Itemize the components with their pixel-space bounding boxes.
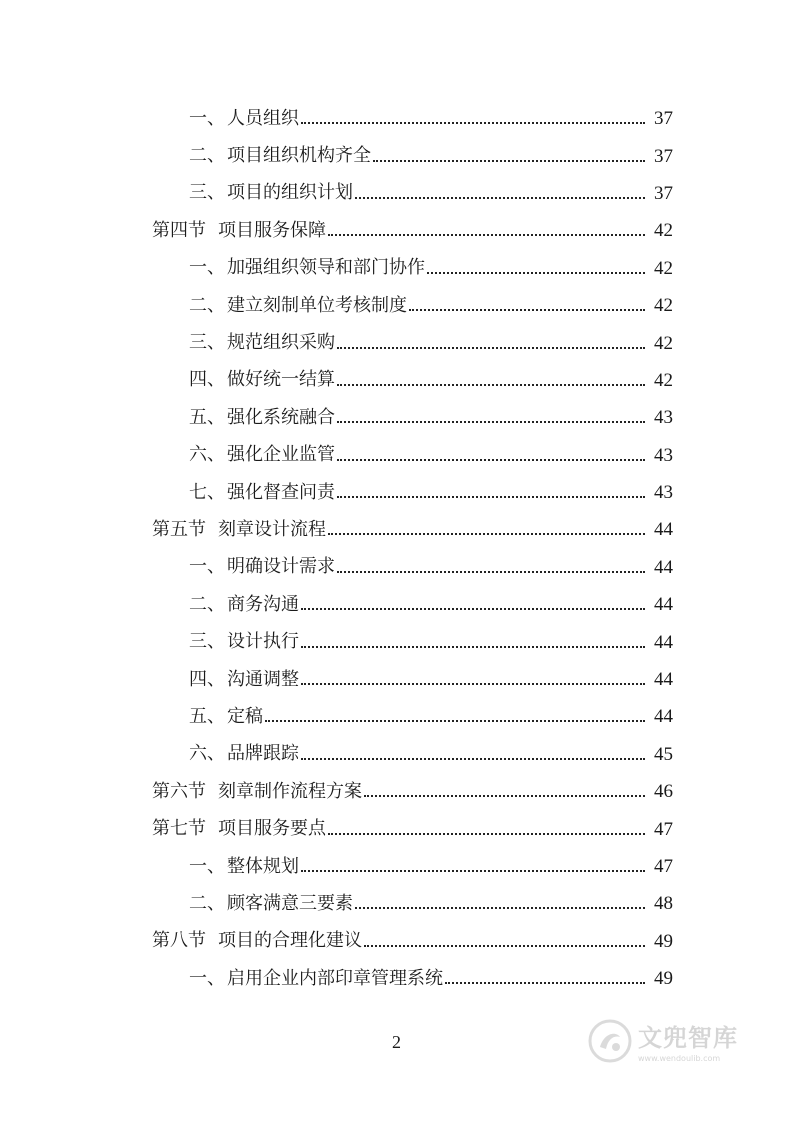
- toc-entry-prefix: 一、: [189, 855, 225, 877]
- toc-entry-label: [189, 334, 335, 352]
- toc-entry[interactable]: [0, 698, 793, 735]
- toc-entry-prefix: 一、: [189, 556, 225, 578]
- toc-entry-prefix: 二、: [189, 892, 225, 914]
- toc-entry-label: [189, 705, 263, 727]
- toc-entry[interactable]: [0, 810, 793, 847]
- toc-entry-prefix: 七、: [189, 481, 225, 503]
- toc-entry-title: 启用企业内部印章管理系统: [227, 967, 443, 989]
- toc-dot-leader: [355, 906, 645, 909]
- toc-entry-label: [189, 294, 407, 316]
- toc-entry-page: 42: [654, 220, 673, 242]
- toc-entry-label: [189, 481, 335, 503]
- toc-entry-prefix: 五、: [189, 705, 225, 727]
- toc-entry[interactable]: [0, 399, 793, 436]
- toc-entry-prefix: 一、: [189, 967, 225, 989]
- toc-dot-leader: [301, 121, 645, 124]
- toc-entry-label: [189, 593, 299, 615]
- toc-entry-page: 37: [654, 182, 673, 204]
- toc-dot-leader: [301, 682, 645, 685]
- toc-entry-page: 45: [654, 743, 673, 765]
- toc-entry[interactable]: [0, 137, 793, 174]
- toc-dot-leader: [373, 159, 645, 162]
- toc-entry[interactable]: [0, 923, 793, 960]
- wendou-logo-icon: [588, 1019, 632, 1063]
- toc-dot-leader: [301, 757, 645, 760]
- toc-entry-title: 明确设计需求: [227, 556, 335, 578]
- toc-dot-leader: [409, 308, 645, 311]
- toc-entry-label: [189, 892, 353, 914]
- toc-entry-prefix: 五、: [189, 406, 225, 428]
- toc-entry-prefix: 二、: [189, 294, 225, 316]
- toc-entry-title: 项目组织机构齐全: [227, 145, 371, 167]
- toc-entry-title: 做好统一结算: [227, 369, 335, 391]
- toc-entry[interactable]: [0, 437, 793, 474]
- toc-entry[interactable]: [0, 362, 793, 399]
- toc-entry[interactable]: [0, 287, 793, 324]
- toc-dot-leader: [337, 495, 645, 498]
- toc-entry-page: 42: [654, 332, 673, 354]
- toc-entry-page: 46: [654, 781, 673, 803]
- toc-entry[interactable]: [0, 175, 793, 212]
- toc-entry-page: 44: [654, 669, 673, 691]
- toc-entry-title: 项目服务要点: [218, 818, 326, 840]
- toc-entry-label: [189, 745, 299, 763]
- toc-entry-label: [152, 780, 362, 802]
- toc-entry-title: 整体规划: [227, 855, 299, 877]
- toc-entry-page: 48: [654, 893, 673, 915]
- toc-entry-prefix: 三、: [189, 182, 225, 204]
- toc-entry-page: 44: [654, 631, 673, 653]
- toc-entry-page: 49: [654, 930, 673, 952]
- toc-dot-leader: [445, 981, 645, 984]
- toc-entry-prefix: 第五节: [152, 518, 206, 540]
- toc-entry-page: 47: [654, 818, 673, 840]
- toc-entry[interactable]: [0, 960, 793, 997]
- toc-entry-title: 顾客满意三要素: [227, 892, 353, 914]
- toc-entry[interactable]: [0, 474, 793, 511]
- toc-dot-leader: [301, 645, 645, 648]
- toc-entry-page: 43: [654, 482, 673, 504]
- toc-entry-label: [152, 219, 326, 241]
- toc-dot-leader: [328, 832, 645, 835]
- toc-entry-prefix: 第八节: [152, 930, 206, 952]
- toc-entry[interactable]: [0, 623, 793, 660]
- toc-entry-page: 43: [654, 444, 673, 466]
- toc-entry[interactable]: [0, 100, 793, 137]
- toc-entry-title: 强化企业监管: [227, 444, 335, 466]
- toc-entry-page: 42: [654, 369, 673, 391]
- toc-entry[interactable]: [0, 250, 793, 287]
- page-number: 2: [392, 1032, 401, 1052]
- toc-entry-page: 44: [654, 594, 673, 616]
- toc-entry-title: 品牌跟踪: [227, 743, 299, 765]
- toc-entry-page: 49: [654, 968, 673, 990]
- toc-entry-label: [152, 518, 326, 540]
- toc-entry-label: [189, 668, 299, 690]
- toc-entry-title: 规范组织采购: [227, 332, 335, 354]
- toc-entry-prefix: 一、: [189, 107, 225, 129]
- toc-entry-page: 44: [654, 556, 673, 578]
- toc-entry-page: 47: [654, 856, 673, 877]
- toc-entry-title: 强化督查问责: [227, 481, 335, 503]
- toc-entry-page: 42: [654, 257, 673, 279]
- toc-entry-page: 44: [654, 519, 673, 541]
- toc-entry-prefix: 第七节: [152, 818, 206, 840]
- toc-entry[interactable]: [0, 586, 793, 623]
- toc-entry-title: 沟通调整: [227, 668, 299, 690]
- toc-entry[interactable]: [0, 212, 793, 249]
- toc-entry-prefix: 四、: [189, 369, 225, 391]
- toc-entry-prefix: 二、: [189, 145, 225, 167]
- toc-entry[interactable]: [0, 773, 793, 810]
- toc-entry-title: 定稿: [227, 705, 263, 727]
- watermark: [588, 1018, 738, 1063]
- toc-dot-leader: [265, 719, 645, 722]
- toc-dot-leader: [328, 233, 645, 236]
- toc-entry-prefix: 二、: [189, 593, 225, 615]
- toc-entry-title: 商务沟通: [227, 593, 299, 615]
- toc-entry-title: 项目的组织计划: [227, 182, 353, 204]
- toc-entry[interactable]: [0, 549, 793, 586]
- toc-entry-title: 人员组织: [227, 107, 299, 129]
- toc-entry-title: 项目的合理化建议: [218, 930, 362, 952]
- toc-entry-prefix: 第四节: [152, 219, 206, 241]
- watermark-title: 文兜智库: [638, 1024, 738, 1052]
- toc-entry-title: 建立刻制单位考核制度: [227, 294, 407, 316]
- toc-entry-label: [189, 406, 335, 428]
- toc-entry-title: 强化系统融合: [227, 406, 335, 428]
- toc-entry-page: 43: [654, 407, 673, 429]
- toc-dot-leader: [355, 196, 645, 199]
- toc-entry[interactable]: [0, 324, 793, 361]
- table-of-contents: [0, 100, 793, 997]
- toc-entry-prefix: 第六节: [152, 780, 206, 802]
- toc-entry-title: 刻章设计流程: [218, 518, 326, 540]
- toc-entry-prefix: 四、: [189, 668, 225, 690]
- toc-dot-leader: [337, 420, 645, 423]
- toc-dot-leader: [427, 271, 645, 274]
- toc-entry-prefix: 三、: [189, 631, 225, 653]
- toc-entry-label: [189, 855, 299, 877]
- toc-entry-label: [189, 633, 299, 651]
- toc-dot-leader: [337, 346, 645, 349]
- toc-entry[interactable]: [0, 661, 793, 698]
- toc-entry-label: [189, 259, 425, 277]
- toc-entry-page: 44: [654, 706, 673, 728]
- toc-entry-label: [152, 820, 326, 838]
- toc-entry-label: [189, 558, 335, 576]
- toc-entry-title: 刻章制作流程方案: [218, 780, 362, 802]
- toc-entry-label: [189, 107, 299, 129]
- toc-entry-label: [189, 147, 371, 165]
- toc-entry-prefix: 一、: [189, 257, 225, 279]
- toc-dot-leader: [337, 458, 645, 461]
- toc-dot-leader: [301, 869, 645, 872]
- toc-entry-prefix: 三、: [189, 332, 225, 354]
- toc-entry-page: 37: [654, 145, 673, 167]
- toc-entry[interactable]: [0, 511, 793, 548]
- toc-entry-label: [189, 967, 443, 989]
- toc-dot-leader: [364, 944, 645, 947]
- toc-entry-title: 加强组织领导和部门协作: [227, 257, 425, 279]
- toc-entry[interactable]: [0, 736, 793, 773]
- toc-dot-leader: [337, 383, 645, 386]
- toc-entry-title: 项目服务保障: [218, 219, 326, 241]
- toc-dot-leader: [364, 794, 645, 797]
- toc-dot-leader: [301, 607, 645, 610]
- toc-entry-prefix: 六、: [189, 743, 225, 765]
- toc-entry[interactable]: [0, 848, 793, 885]
- toc-entry-label: [152, 932, 362, 950]
- toc-entry-page: 37: [654, 108, 673, 130]
- toc-entry[interactable]: [0, 885, 793, 922]
- toc-entry-label: [189, 371, 335, 389]
- toc-entry-label: [189, 184, 353, 202]
- toc-entry-label: [189, 446, 335, 464]
- watermark-url: www.wendoulib.com: [638, 1054, 721, 1063]
- toc-entry-prefix: 六、: [189, 444, 225, 466]
- toc-entry-page: 42: [654, 295, 673, 317]
- toc-entry-title: 设计执行: [227, 631, 299, 653]
- toc-dot-leader: [328, 532, 645, 535]
- toc-dot-leader: [337, 570, 645, 573]
